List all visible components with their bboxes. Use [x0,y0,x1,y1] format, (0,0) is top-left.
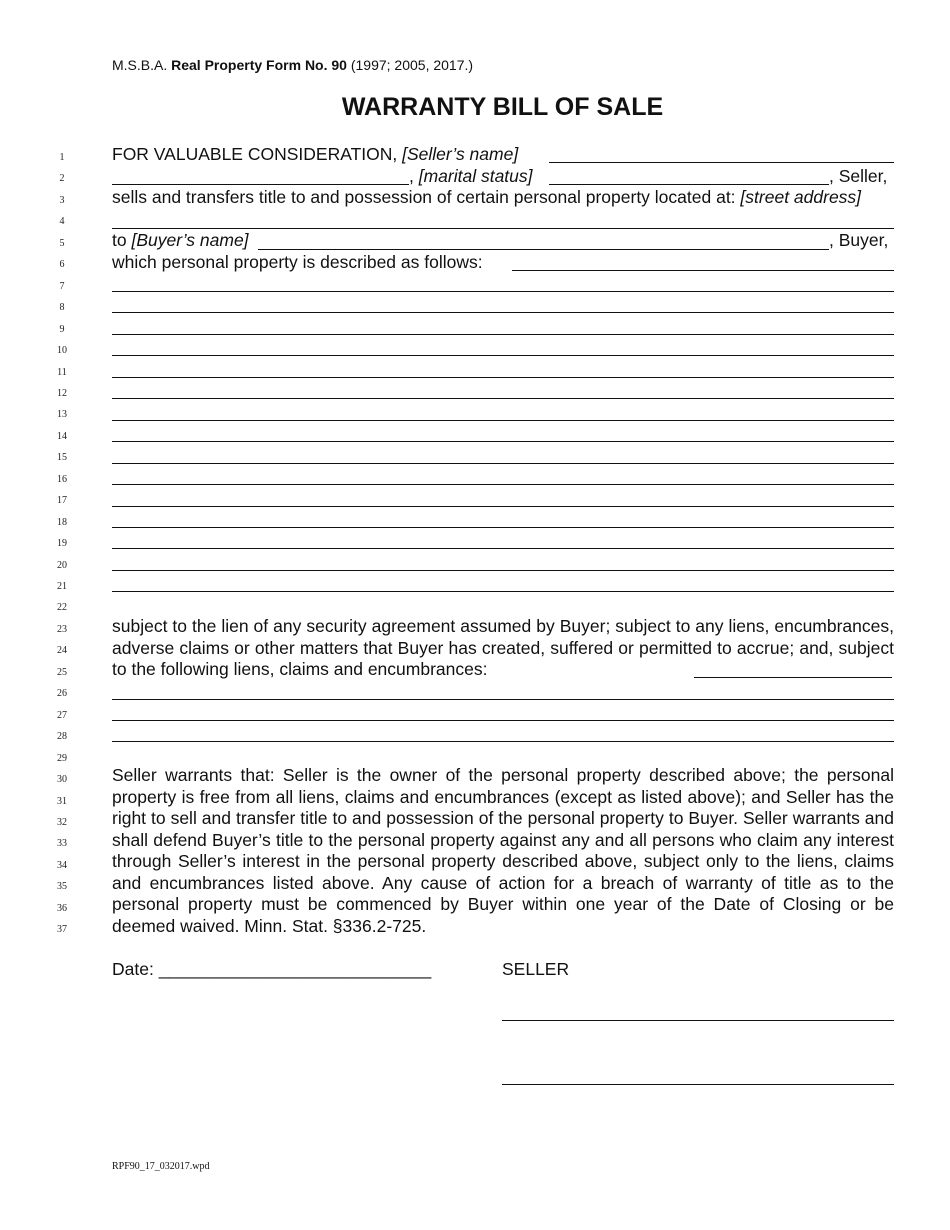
description-line[interactable] [112,527,894,528]
description-line[interactable] [112,334,894,335]
description-line[interactable] [112,420,894,421]
line-number: 19 [57,538,67,550]
line-number: 28 [57,731,67,743]
line-number: 3 [59,194,65,206]
description-line[interactable] [112,398,894,399]
line-number: 1 [59,152,65,163]
description-line[interactable] [112,355,894,356]
line-number: 30 [57,774,67,786]
seller-suffix: , Seller, [829,166,888,186]
line-number: 7 [59,280,65,292]
description-line[interactable] [112,377,894,378]
transfer-line [112,187,894,209]
line-number: 32 [57,816,67,828]
form-number: Real Property Form No. 90 [171,57,347,73]
line-number: 36 [57,902,67,914]
line-number: 29 [57,752,67,764]
line-number: 35 [57,881,67,893]
description-line[interactable] [112,312,894,313]
line-number: 9 [59,323,65,335]
seller-name-hint: [Seller’s name] [402,144,519,164]
buyer-name-hint: [Buyer’s name] [131,230,249,250]
description-line[interactable] [112,570,894,571]
description-line[interactable] [112,463,894,464]
buyer-suffix: , Buyer, [829,230,889,250]
line-number: 4 [59,216,65,228]
street-address-field[interactable] [112,228,894,229]
line-number: 10 [57,345,67,357]
line-number: 17 [57,495,67,507]
street-address-hint: [street address] [740,187,862,207]
line-number: 22 [57,602,67,614]
line-number: 20 [57,559,67,571]
line-number: 8 [59,302,65,314]
line-number: 34 [57,859,67,871]
date-field[interactable]: ____________________________ [158,959,432,979]
encumbrance-line[interactable] [112,699,894,700]
transfer-text: sells and transfers title to and possession of certain personal property located at: [112,187,736,207]
encumbrances-field-first[interactable] [694,677,892,678]
line-number: 12 [57,387,67,399]
line-number: 24 [57,645,67,657]
line-number: 31 [57,795,67,807]
marital-status-hint: [marital status] [418,166,533,186]
form-years: (1997; 2005, 2017.) [350,57,474,73]
line-number: 33 [57,838,67,850]
description-line[interactable] [112,591,894,592]
document-title: WARRANTY BILL OF SALE [341,93,664,121]
description-line[interactable] [112,291,894,292]
line-number: 11 [57,366,67,378]
form-org: M.S.B.A. [112,57,168,73]
line-number: 5 [59,237,65,249]
line-number: 18 [57,516,67,528]
marital-status-label: , [marital status] [409,166,533,186]
description-line[interactable] [112,484,894,485]
date-label: Date: [112,959,154,979]
line-number: 14 [57,430,67,442]
to-text: to [112,230,127,250]
line-number: 16 [57,473,67,485]
date-row [112,959,431,981]
line-number: 15 [57,452,67,464]
description-line[interactable] [112,548,894,549]
buyer-name-field[interactable] [258,249,829,250]
line-number: 27 [57,709,67,721]
description-line[interactable] [112,441,894,442]
line-number: 6 [59,259,65,271]
subject-paragraph: subject to the lien of any security agreement assumed by Buyer; subject to any liens, encumbrances, adverse claims or other matters that Buyer has created, suffered or permitted to accrue; and, subject to the following liens, claims and encumbrances: [112,616,894,679]
form-header [112,57,473,73]
seller-name-continuation-field[interactable] [112,184,409,185]
line-number: 2 [59,173,65,185]
line-number: 21 [57,581,67,592]
line-number: 13 [57,409,67,421]
encumbrance-line[interactable] [112,741,894,742]
seller-signature-line[interactable] [502,1020,894,1021]
description-line[interactable] [112,506,894,507]
line-number: 37 [57,924,67,936]
line-number: 23 [57,623,67,635]
seller-name-field[interactable] [549,162,894,163]
line-number: 25 [57,666,67,678]
seller-signature-label: SELLER [502,959,570,979]
encumbrance-line[interactable] [112,720,894,721]
described-line: which personal property is described as follows: [112,252,483,272]
consideration-text: FOR VALUABLE CONSIDERATION, [112,144,398,164]
line-number: 26 [57,688,67,700]
warranty-paragraph: Seller warrants that: Seller is the owner of the personal property described above; the personal property is free from all liens, claims and encumbrances (except as listed above); and Seller has the right to sell and transfer title to and possession of the personal property to Buyer. Seller warrants and shall defend Buyer’s title to the personal property against any and all persons who claim any interest through Seller’s interest in the personal property described above, subject only to the liens, claims and encumbrances listed above. Any cause of action for a breach of warranty of title as to the personal property must be commenced by Buyer within one year of the Date of Closing or be deemed waived. Minn. Stat. §336.2-725. [112,765,894,936]
seller-signature-line[interactable] [502,1084,894,1085]
description-field-first[interactable] [512,270,894,271]
file-name-footer: RPF90_17_032017.wpd [112,1161,210,1172]
marital-status-field[interactable] [549,184,829,185]
